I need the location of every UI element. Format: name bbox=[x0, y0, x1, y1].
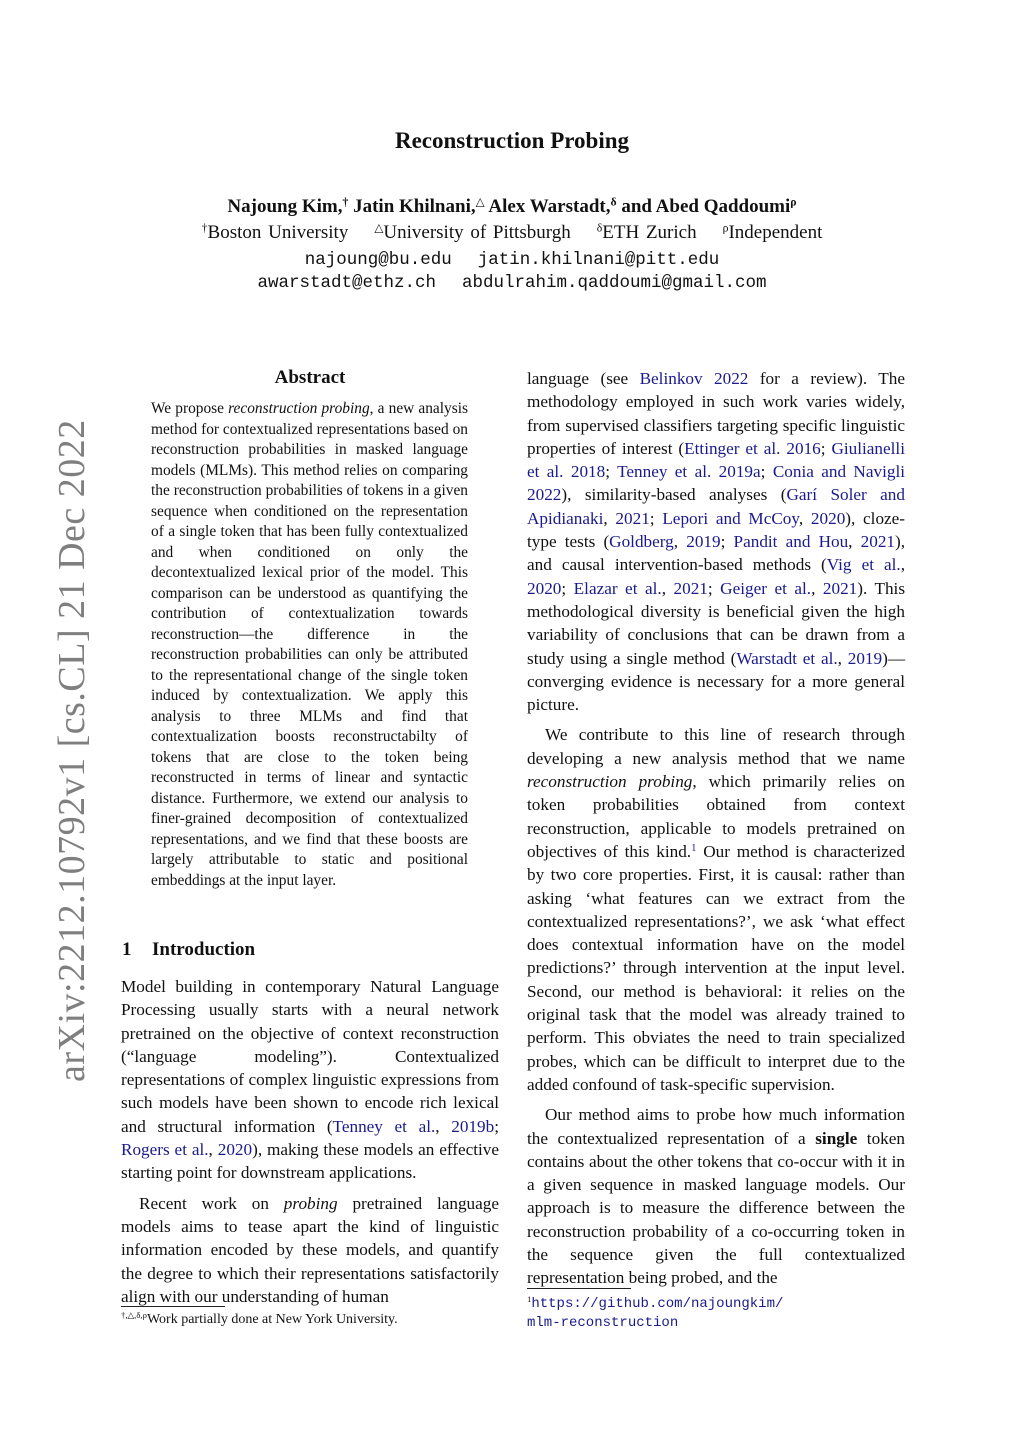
citation-link[interactable]: 2019b bbox=[451, 1116, 495, 1136]
footnote-rule-right bbox=[527, 1288, 631, 1289]
citation-link[interactable]: Belinkov 2022 bbox=[639, 369, 749, 388]
citation-link[interactable]: 2021 bbox=[615, 508, 650, 528]
email-khilnani[interactable]: jatin.khilnani@pitt.edu bbox=[477, 250, 720, 270]
citation-link[interactable]: Tenney et al. bbox=[332, 1116, 436, 1136]
citation-link[interactable]: 2020 bbox=[527, 578, 562, 598]
citation-link[interactable]: Rogers et al. bbox=[121, 1140, 209, 1160]
email-qaddoumi[interactable]: abdulrahim.qaddoumi@gmail.com bbox=[461, 273, 767, 293]
affiliation-independent: Independent bbox=[728, 222, 823, 243]
intro-paragraph-1: Model building in contemporary Natural Language Processing usually starts with a neural network pretrained on the objective of context reconstruction (“language modeling”). Contextualized representations of complex linguistic expressions from such models have been shown to encode rich lexical and structural information (Tenney et al., 2019b; Rogers et al., 2020), making these models an effective starting point for downstream applications. bbox=[121, 977, 499, 1183]
citation-link[interactable]: Tenney et al. 2019a bbox=[617, 462, 761, 482]
affiliation-bu: Boston University bbox=[207, 222, 349, 243]
author-list: Najoung Kim,† Jatin Khilnani,△ Alex Warstadt,$^\delta$ and Abed Qaddoumi$^\rho$ bbox=[227, 195, 797, 217]
author-warstadt: Alex Warstadt, bbox=[488, 196, 611, 217]
citation-link[interactable]: Ettinger et al. 2016 bbox=[684, 438, 821, 458]
citation-link[interactable]: Giulianelli et al. 2018 bbox=[527, 438, 905, 482]
left-column-text bbox=[121, 975, 499, 1308]
citation-link[interactable]: 2021 bbox=[673, 578, 708, 598]
citation-link[interactable]: 2019 bbox=[686, 532, 721, 552]
footnote-url-link[interactable]: https://github.com/najoungkim/ bbox=[531, 1296, 784, 1312]
email-warstadt[interactable]: awarstadt@ethz.ch bbox=[257, 273, 436, 293]
citation-link[interactable]: Conia and Navigli 2022 bbox=[527, 462, 905, 505]
emails bbox=[0, 249, 1024, 295]
author-kim: Najoung Kim, bbox=[227, 196, 343, 217]
abstract-body: We propose reconstruction probing, a new analysis method for contextualized representations based on reconstruction probabilities in masked language models (MLMs). This method relies on comparing the reconstruction probabilities of tokens in a given sequence when conditioned on the representation of a single token that has been fully contextualized and when conditioned on only the decontextualized lexical prior of the model. This comparison can be understood as quantifying the contribution of contextualization towards reconstruction—the difference in the reconstruction probabilities can only be attributed to the representational change of the single token induced by contextualization. We apply this analysis to three MLMs and find that contextualization boosts reconstructabilty of tokens that are close to the token being reconstructed in terms of linear and syntactic distance. Furthermore, we extend our analysis to finer-grained decomposition of contextualized representations, and we find that these boosts are largely attributable to static and positional embeddings at the input layer. bbox=[151, 400, 468, 889]
footnote-url-link-continued[interactable]: mlm-reconstruction bbox=[527, 1315, 679, 1331]
footnote-1: $^1$https://github.com/najoungkim/ mlm-reconstruction bbox=[527, 1294, 784, 1331]
email-kim[interactable]: najoung@bu.edu bbox=[304, 250, 452, 270]
footnote-affiliation: $^{\dagger,\triangle,\delta,\rho}$Work partially done at New York University. bbox=[121, 1310, 398, 1327]
citation-link[interactable]: 2020 bbox=[217, 1140, 253, 1160]
intro-paragraph-2: Recent work on probing pretrained language models aims to tease apart the kind of linguistic information encoded by these models, and quantify the degree to which their representations satisfactorily align with our understanding of human bbox=[121, 1193, 500, 1306]
affiliation-eth: ETH Zurich bbox=[602, 222, 697, 243]
footnote-marker[interactable]: 1 bbox=[691, 843, 697, 855]
section-heading-introduction: 1 Introduction bbox=[122, 939, 256, 960]
citation-link[interactable]: 2021 bbox=[822, 578, 858, 598]
right-paragraph-1: language (see Belinkov 2022 for a review). The methodology employed in such work varies widely, from supervised classifiers targeting specific linguistic properties of interest (Ettinger et al. 2016; Giulianelli et al. 2018; Tenney et al. 2019a; Conia and Navigli 2022), similarity-based analyses (Garí Soler and Apidianaki, 2021; Lepori and McCoy, 2020), cloze-type tests (Goldberg, 2019; Pandit and Hou, 2021), and causal intervention-based methods (Vig et al., 2020; Elazar et al., 2021; Geiger et al., 2021). This methodological diversity is beneficial given the high variability of conclusions that can be drawn from a study using a single method (Warstadt et al., 2019)—converging evidence is necessary for a more general picture. bbox=[527, 369, 906, 715]
author-qaddoumi: and Abed Qaddoumi bbox=[621, 196, 791, 217]
citation-link[interactable]: 2019 bbox=[847, 648, 883, 668]
abstract-heading: Abstract bbox=[274, 367, 346, 388]
citation-link[interactable]: Vig et al. bbox=[826, 555, 901, 575]
citation-link[interactable]: Warstadt et al. bbox=[736, 648, 838, 668]
citation-link[interactable]: Pandit and Hou bbox=[733, 532, 849, 552]
citation-link[interactable]: Lepori and McCoy bbox=[662, 508, 799, 528]
affiliations: †Boston University △University of Pittsburgh $^\delta$ETH Zurich $^\rho$Independent bbox=[201, 221, 823, 243]
paper-title: Reconstruction Probing bbox=[394, 128, 630, 153]
citation-link[interactable]: 2021 bbox=[860, 532, 895, 552]
citation-link[interactable]: Geiger et al. bbox=[720, 578, 812, 598]
citation-link[interactable]: Elazar et al. bbox=[573, 578, 662, 598]
right-column-text bbox=[527, 367, 905, 1290]
footnote-rule-left bbox=[121, 1306, 225, 1307]
right-paragraph-2: We contribute to this line of research through developing a new analysis method that we name reconstruction probing, which primarily relies on token probabilities obtained from context reconstruction, applicable to models pretrained on objectives of this kind.$^1$ Our method is characterized by two core properties. First, it is causal: rather than asking ‘what features can we extract from the contextualized representations?’, we ask ‘what effect does contextual information have on the model predictions?’ through intervention at the input level. Second, our method is behavioral: it relies on the original task that the model was already trained to perform. This obviates the need to train specialized probes, which can be difficult to interpret due to the added confound of task-specific supervision. bbox=[527, 725, 905, 1094]
affiliation-pitt: University of Pittsburgh bbox=[383, 222, 571, 243]
citation-link[interactable]: Goldberg bbox=[609, 532, 674, 552]
citation-link[interactable]: Garí Soler and Apidianaki bbox=[527, 485, 905, 528]
right-paragraph-3: Our method aims to probe how much information the contextualized representation of a single token contains about the other tokens that co-occur with it in a given sequence in masked language models. Our approach is to measure the difference between the reconstruction probability of a co-occurring token in the sequence given the full contextualized representation being probed, and the bbox=[527, 1105, 905, 1288]
citation-link[interactable]: 2020 bbox=[810, 508, 846, 528]
author-khilnani: Jatin Khilnani, bbox=[353, 196, 476, 217]
arxiv-sidebar-id: arXiv:2212.10792v1 [cs.CL] 21 Dec 2022 bbox=[51, 419, 93, 1082]
